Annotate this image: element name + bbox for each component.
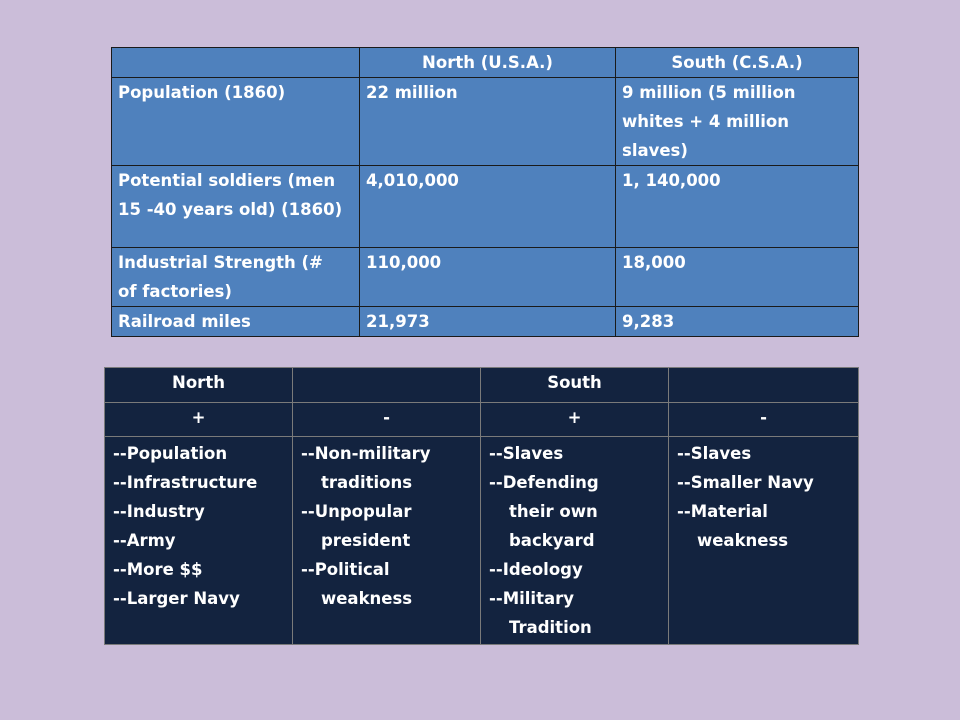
table-row-population — [112, 78, 859, 166]
list-item: --Population — [113, 444, 228, 463]
north-value: 22 million — [360, 78, 616, 166]
south-value — [616, 78, 859, 166]
list-item: --Infrastructure — [113, 473, 258, 492]
south-advantages-list — [481, 437, 669, 645]
table-row-soldiers — [112, 166, 859, 248]
list-item: Tradition — [509, 618, 592, 637]
list-item: traditions — [321, 473, 413, 492]
table-header-row — [105, 368, 859, 403]
south-value-line: slaves) — [622, 141, 688, 160]
south-value-line: whites + 4 million — [622, 112, 789, 131]
list-item: --Larger Navy — [113, 589, 240, 608]
header-cell-blank — [112, 48, 360, 78]
north-value: 21,973 — [360, 307, 616, 337]
south-value: 18,000 — [616, 248, 859, 307]
list-item: --Industry — [113, 502, 205, 521]
list-item: --Slaves — [677, 444, 752, 463]
strengths-weaknesses-table — [104, 367, 859, 645]
north-value: 110,000 — [360, 248, 616, 307]
list-item: --Defending — [489, 473, 599, 492]
north-disadvantages-list — [293, 437, 481, 645]
plus-sign: + — [105, 403, 293, 437]
header-cell-south: South — [481, 368, 669, 403]
list-item: weakness — [321, 589, 413, 608]
table-row-railroad — [112, 307, 859, 337]
list-item: --Military — [489, 589, 574, 608]
list-item: --Material — [677, 502, 768, 521]
row-label: Population (1860) — [112, 78, 360, 166]
list-item: their own — [509, 502, 598, 521]
table-row-industry — [112, 248, 859, 307]
row-label — [112, 166, 360, 248]
minus-sign: - — [669, 403, 859, 437]
row-label-line: of factories) — [118, 282, 232, 301]
list-item: --Ideology — [489, 560, 583, 579]
south-value: 9,283 — [616, 307, 859, 337]
plus-sign: + — [481, 403, 669, 437]
south-value: 1, 140,000 — [616, 166, 859, 248]
list-item: backyard — [509, 531, 595, 550]
south-value-line: 9 million (5 million — [622, 83, 796, 102]
list-row — [105, 437, 859, 645]
header-cell-north: North (U.S.A.) — [360, 48, 616, 78]
list-item: president — [321, 531, 411, 550]
sign-row — [105, 403, 859, 437]
list-item: --Smaller Navy — [677, 473, 814, 492]
list-item: --Slaves — [489, 444, 564, 463]
list-item: --Unpopular — [301, 502, 412, 521]
minus-sign: - — [293, 403, 481, 437]
north-advantages-list — [105, 437, 293, 645]
row-label: Railroad miles — [112, 307, 360, 337]
south-disadvantages-list — [669, 437, 859, 645]
row-label-line: 15 -40 years old) (1860) — [118, 200, 343, 219]
list-item: weakness — [697, 531, 789, 550]
row-label-line: Industrial Strength (# — [118, 253, 323, 272]
table-header-row — [112, 48, 859, 78]
row-label — [112, 248, 360, 307]
north-value: 4,010,000 — [360, 166, 616, 248]
list-item: --More $$ — [113, 560, 203, 579]
resources-comparison-table — [111, 47, 859, 337]
list-item: --Non-military — [301, 444, 431, 463]
row-label-line: Potential soldiers (men — [118, 171, 336, 190]
list-item: --Army — [113, 531, 176, 550]
header-cell-blank — [293, 368, 481, 403]
list-item: --Political — [301, 560, 390, 579]
header-cell-blank — [669, 368, 859, 403]
header-cell-north: North — [105, 368, 293, 403]
header-cell-south: South (C.S.A.) — [616, 48, 859, 78]
